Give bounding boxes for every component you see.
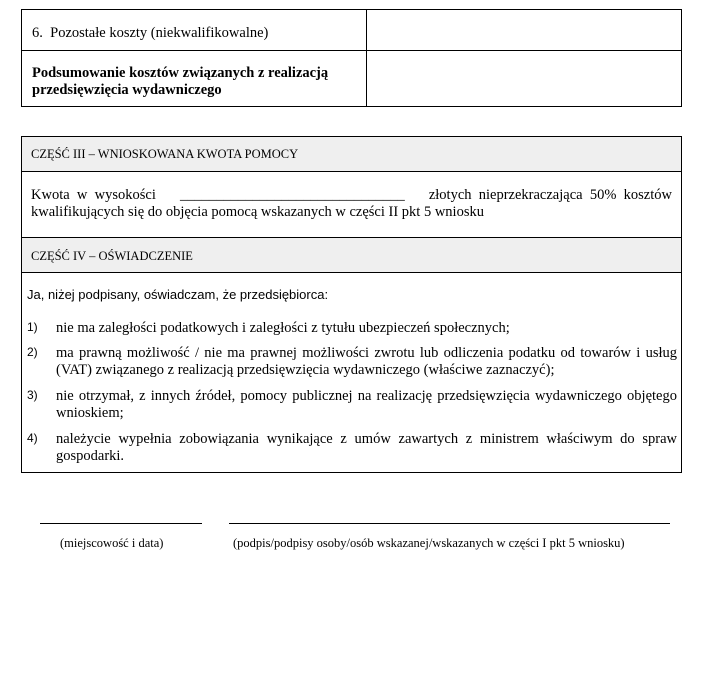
amount-suffix: złotych nieprzekraczająca 50% kosztów (428, 187, 672, 203)
amount-prefix: Kwota w wysokości (31, 187, 156, 203)
declaration-item-text: nie ma zaległości podatkowych i zaległości z tytułu ubezpieczeń społecznych; (56, 320, 510, 336)
other-costs-value-field[interactable] (367, 10, 681, 50)
cost-summary-label-line1: Podsumowanie kosztów związanych z realizacją (32, 65, 329, 81)
cost-summary-value-field[interactable] (367, 51, 681, 106)
cost-summary-label-line2: przedsięwzięcia wydawniczego (32, 82, 222, 98)
place-date-line[interactable] (40, 523, 202, 524)
other-costs-label: 6. Pozostałe koszty (niekwalifikowalne) (32, 25, 269, 41)
cost-summary-table (21, 9, 682, 107)
cost-summary-label (32, 65, 328, 99)
declaration-item-text: ma prawną możliwość / nie ma prawnej możliwości zwrotu lub odliczenia podatku od towarów i usług (VAT) związanego z realizacją przedsięwzięcia wydawniczego (właściwe zaznaczyć); (56, 345, 677, 378)
declaration-item-number: 1) (27, 320, 38, 334)
declaration-list (27, 137, 677, 467)
declaration-item-number: 4) (27, 431, 38, 445)
part4-header-title: CZĘŚĆ IV – OŚWIADCZENIE (31, 249, 193, 263)
declaration-item-number: 2) (27, 345, 38, 359)
part3-header-title: CZĘŚĆ III – WNIOSKOWANA KWOTA POMOCY (31, 147, 299, 161)
amount-input-blank[interactable]: _______________________________ (179, 187, 405, 203)
application-parts-box (21, 136, 682, 473)
declaration-item-number: 3) (27, 388, 38, 402)
declaration-item-text: należycie wypełnia zobowiązania wynikające z umów zawartych z ministrem właściwym do spraw gospodarki. (56, 431, 677, 464)
signature-caption: (podpis/podpisy osoby/osób wskazanej/wskazanych w części I pkt 5 wniosku) (233, 536, 625, 550)
signature-line[interactable] (229, 523, 670, 524)
amount-line2: kwalifikujących się do objęcia pomocą wskazanych w części II pkt 5 wniosku (31, 204, 484, 220)
declaration-intro: Ja, niżej podpisany, oświadczam, że przedsiębiorca: (27, 287, 329, 302)
place-date-caption: (miejscowość i data) (60, 536, 164, 550)
declaration-item-text: nie otrzymał, z innych źródeł, pomocy publicznej na realizację przedsięwzięcia wydawniczego objętego wnioskiem; (56, 388, 677, 421)
